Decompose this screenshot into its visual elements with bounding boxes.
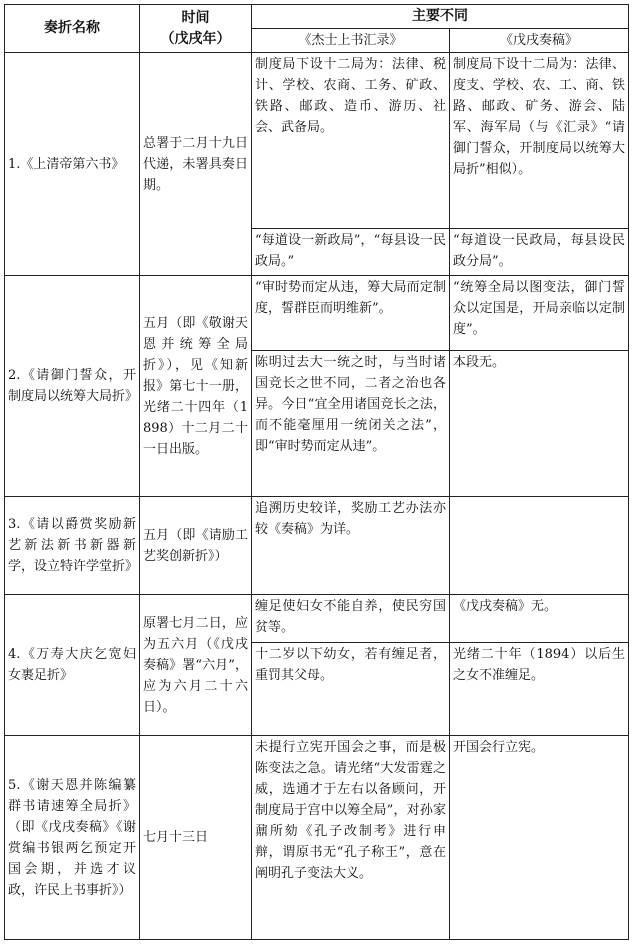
diff-wuxu-2a: “统筹全局以图变法，御门誓众以定国是，开局亲临以定制度”。	[450, 276, 629, 351]
comparison-table	[4, 4, 629, 940]
diff-jieshi-3a: 追溯历史较详，奖励工艺办法亦较《奏稿》为详。	[252, 497, 450, 595]
memorial-time-1: 总署于二月十九日代递，未署具奏日期。	[140, 53, 252, 276]
diff-jieshi-4a: 缠足使妇女不能自养，使民穷国贫等。	[252, 595, 450, 643]
memorial-title-3: 3.《请以爵赏奖励新艺新法新书新器新学，设立特许学堂折》	[5, 497, 140, 595]
memorial-title-2: 2.《请御门誓众，开制度局以统筹大局折》	[5, 276, 140, 497]
diff-jieshi-1a: 制度局下设十二局为：法律、税计、学校、农商、工务、矿政、铁路、邮政、造币、游历、社会、武备局。	[252, 53, 450, 229]
diff-wuxu-5a: 开国会行立宪。	[450, 736, 629, 940]
memorial-time-4: 原署七月二日，应为五六月（《戊戌奏稿》署“六月”，应为六月二十六日）。	[140, 595, 252, 736]
diff-wuxu-2b: 本段无。	[450, 351, 629, 497]
header-main-differences: 主要不同	[252, 5, 629, 29]
diff-wuxu-3a	[450, 497, 629, 595]
header-memorial-name: 奏折名称	[5, 5, 140, 53]
memorial-time-3: 五月（即《请励工艺奖创新折》）	[140, 497, 252, 595]
diff-jieshi-1b: “每道设一新政局”，“每县设一民政局。”	[252, 229, 450, 276]
memorial-title-4: 4.《万寿大庆乞宽妇女裹足折》	[5, 595, 140, 736]
diff-jieshi-5a: 未提行立宪开国会之事，而是极陈变法之急。请光绪“大发雷霆之威，选通才于左右以备顾问，开制度局于宫中以筹全局”，对孙家鼐所劾《孔子改制考》进行申辩，谓原书无“孔子称王”，意在阐明孔子变法大义。	[252, 736, 450, 940]
diff-jieshi-4b: 十二岁以下幼女，若有缠足者，重罚其父母。	[252, 643, 450, 736]
memorial-title-5: 5.《谢天恩并陈编纂群书请速筹全局折》（即《戊戌奏稿》《谢赏编书银两乞预定开国会期，并选才议政，许民上书事折》）	[5, 736, 140, 940]
header-time-line2: （戊戌年）	[160, 30, 231, 47]
memorial-time-2: 五月（即《敬谢天恩并统筹全局折》），见《知新报》第七十一册，光绪二十四年（1898）十二月二十一日出版。	[140, 276, 252, 497]
diff-wuxu-4b: 光绪二十年（1894）以后生之女不准缠足。	[450, 643, 629, 736]
diff-jieshi-2b: 陈明过去大一统之时，与当时诸国竞长之世不同，二者之治也各异。今日“宜全用诸国竞长之法，而不能毫厘用一统闭关之法”，即“审时势而定从违”。	[252, 351, 450, 497]
header-source-wuxu: 《戊戌奏稿》	[450, 29, 629, 53]
memorial-title-1: 1.《上清帝第六书》	[5, 53, 140, 276]
header-time	[140, 5, 252, 53]
memorial-time-5: 七月十三日	[140, 736, 252, 940]
header-source-jieshi: 《杰士上书汇录》	[252, 29, 450, 53]
diff-wuxu-1a: 制度局下设十二局为：法律、度支、学校、农、工、商、铁路、邮政、矿务、游会、陆军、海军局（与《汇录》“请御门誓众，开制度局以统筹大局折”相似）。	[450, 53, 629, 229]
diff-jieshi-2a: “审时势而定从违，筹大局而定制度，誓群臣而明维新”。	[252, 276, 450, 351]
header-time-line1: 时间	[181, 9, 210, 26]
diff-wuxu-4a: 《戊戌奏稿》无。	[450, 595, 629, 643]
diff-wuxu-1b: “每道设一民政局，每县设民政分局”。	[450, 229, 629, 276]
